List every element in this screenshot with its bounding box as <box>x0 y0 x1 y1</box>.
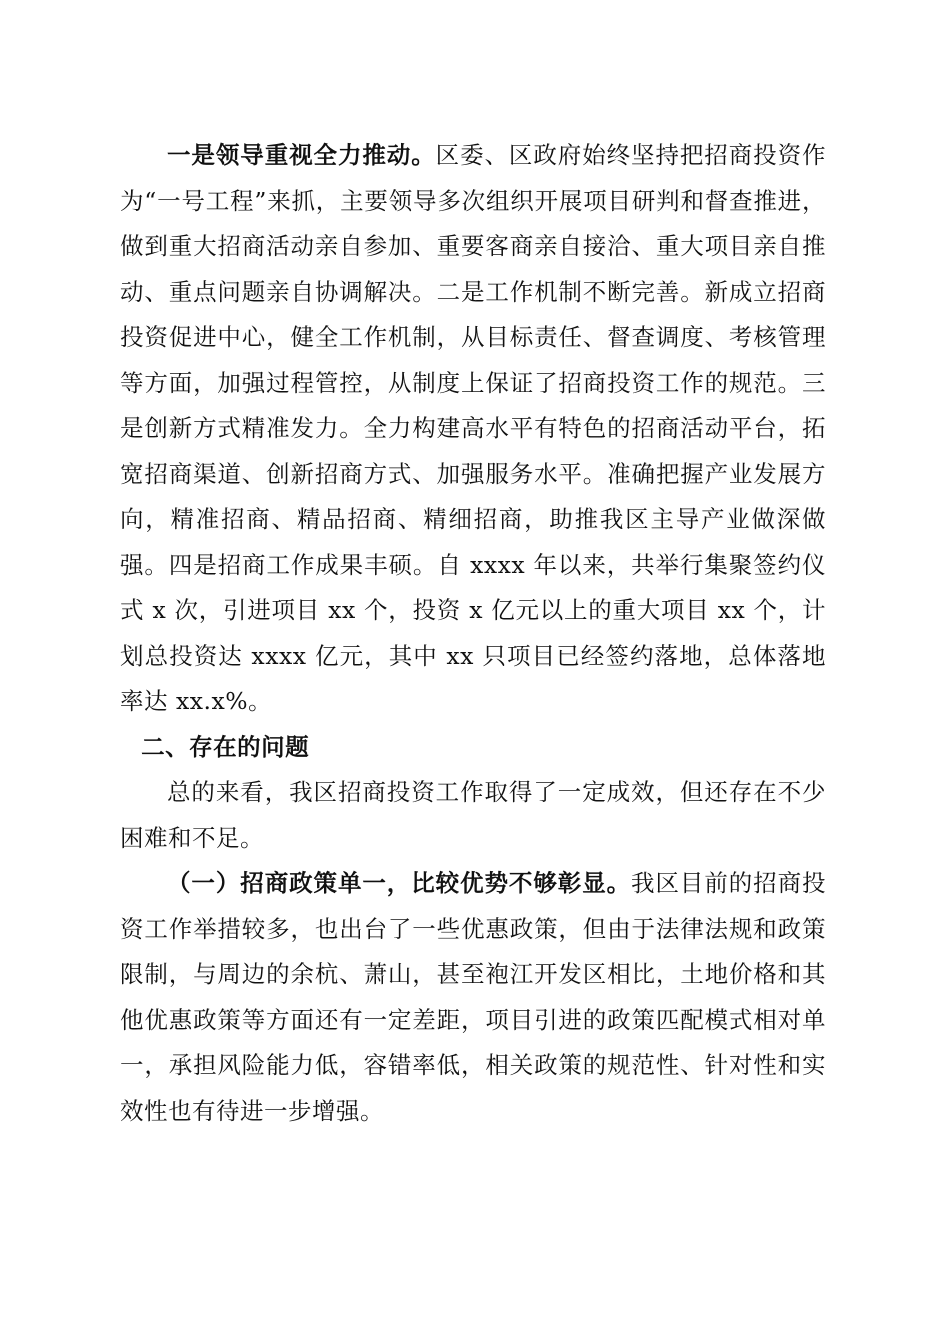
paragraph-text-policy: 我区目前的招商投资工作举措较多，也出台了一些优惠政策，但由于法律法规和政策限制，与周边的余杭、萧山，甚至袍江开发区相比，土地价格和其他优惠政策等方面还有一定差距，项目引进的政策匹配模式相对单一，承担风险能力低，容错率低，相关政策的规范性、针对性和实效性也有待进一步增强。 <box>120 869 827 1125</box>
paragraph-policy-issue <box>120 861 826 1134</box>
section-heading-problems: 二、存在的问题 <box>141 732 310 761</box>
document-body <box>120 133 826 1134</box>
paragraph-achievements <box>120 133 826 725</box>
paragraph-lead-policy: （一）招商政策单一，比较优势不够彰显。 <box>167 869 632 897</box>
paragraph-lead-leadership: 一是领导重视全力推动。 <box>167 141 436 169</box>
paragraph-text-achievements: 区委、区政府始终坚持把招商投资作为“一号工程”来抓，主要领导多次组织开展项目研判和督查推进，做到重大招商活动亲自参加、重要客商亲自接洽、重大项目亲自推动、重点问题亲自协调解决。二是工作机制不断完善。新成立招商投资促进中心，健全工作机制，从目标责任、督查调度、考核管理等方面，加强过程管控，从制度上保证了招商投资工作的规范。三是创新方式精准发力。全力构建高水平有特色的招商活动平台，拓宽招商渠道、创新招商方式、加强服务水平。准确把握产业发展方向，精准招商、精品招商、精细招商，助推我区主导产业做深做强。四是招商工作成果丰硕。自 xxxx 年以来，共举行集聚签约仪式 x 次，引进项目 xx 个，投资 x 亿元以上的重大项目 xx 个，计划总投资达 xxxx 亿元，其中 xx 只项目已经签约落地，总体落地率达 xx.x%。 <box>120 141 827 715</box>
paragraph-summary: 总的来看，我区招商投资工作取得了一定成效，但还存在不少困难和不足。 <box>120 778 826 852</box>
